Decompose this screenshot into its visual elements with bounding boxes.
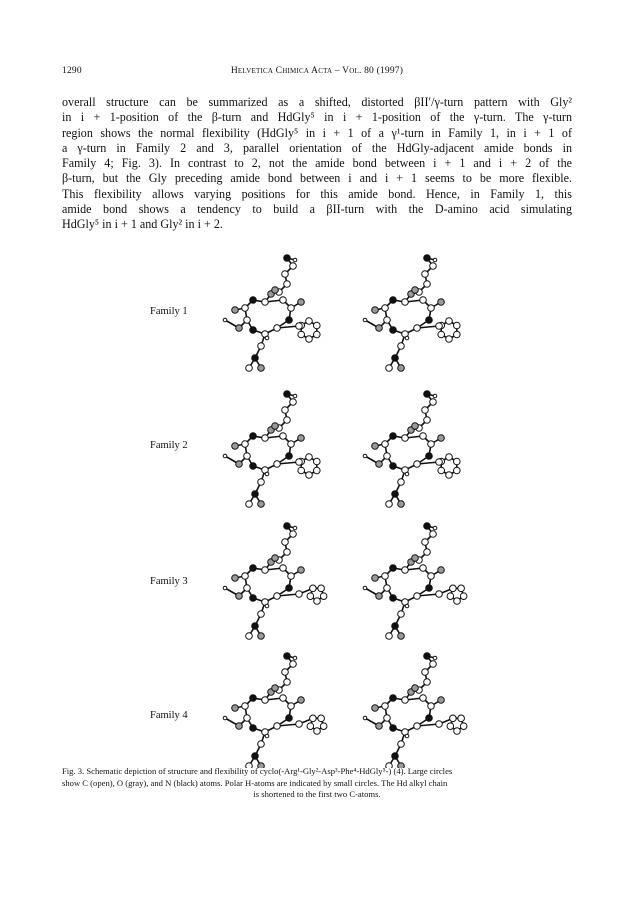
atom	[433, 394, 437, 398]
atom	[446, 454, 453, 461]
atom	[390, 595, 397, 602]
atom	[242, 305, 249, 312]
atom	[436, 721, 443, 728]
atom	[265, 734, 269, 738]
atom	[376, 461, 383, 468]
atom	[433, 258, 437, 262]
atom	[262, 435, 269, 442]
atom	[433, 656, 437, 660]
atom	[223, 586, 227, 590]
atom	[454, 728, 461, 735]
atom	[390, 725, 397, 732]
atom	[244, 585, 251, 592]
atom	[320, 723, 327, 730]
atom	[424, 391, 431, 398]
atom	[250, 565, 257, 572]
atom	[274, 723, 281, 730]
atom	[293, 656, 297, 660]
atom	[402, 299, 409, 306]
atom	[453, 467, 460, 474]
atom	[280, 433, 287, 440]
atom	[298, 567, 305, 574]
atom	[223, 716, 227, 720]
atom	[412, 685, 419, 692]
atom	[250, 297, 257, 304]
atom	[250, 327, 257, 334]
atom	[398, 479, 405, 486]
atom	[363, 454, 367, 458]
atom	[386, 501, 393, 508]
caption-line: Fig. 3. Schematic depiction of structure and flexibility of cyclo(-Arg¹-Gly²-Asp³-Phe⁴-HdGly⁵-) (4). Large circles	[62, 766, 453, 776]
atom	[424, 679, 431, 686]
atom	[250, 725, 257, 732]
atom	[306, 472, 313, 479]
atom	[460, 723, 467, 730]
atom	[438, 467, 445, 474]
atom	[446, 336, 453, 343]
atom	[258, 343, 265, 350]
atom	[250, 463, 257, 470]
family-label: Family 3	[150, 576, 188, 587]
atom	[288, 573, 295, 580]
atom	[262, 697, 269, 704]
atom	[384, 585, 391, 592]
atom	[458, 715, 465, 722]
atom	[376, 325, 383, 332]
atom	[453, 331, 460, 338]
atom	[384, 453, 391, 460]
atom	[363, 318, 367, 322]
atom	[250, 433, 257, 440]
atom	[390, 695, 397, 702]
atom	[242, 703, 249, 710]
atom	[288, 441, 295, 448]
journal-title: Helvetica Chimica Acta – Vol. 80 (1997)	[230, 66, 404, 76]
atom	[306, 454, 313, 461]
atom	[402, 567, 409, 574]
atom	[420, 695, 427, 702]
atom	[430, 263, 437, 270]
atom	[284, 417, 291, 424]
atom	[402, 697, 409, 704]
atom	[282, 407, 289, 414]
atom	[250, 695, 257, 702]
atom	[430, 661, 437, 668]
atom	[392, 753, 399, 760]
atom	[458, 585, 465, 592]
atom	[363, 716, 367, 720]
body-line: This flexibility allows varying positions for this amide bond. Hence, in Family 1, this	[62, 186, 572, 201]
atom	[282, 271, 289, 278]
atom	[272, 555, 279, 562]
atom	[286, 585, 293, 592]
atom	[450, 715, 457, 722]
atom	[453, 322, 460, 329]
atom	[402, 435, 409, 442]
atom	[258, 479, 265, 486]
atom	[426, 585, 433, 592]
caption-line: show C (open), O (gray), and N (black) atoms. Polar H-atoms are indicated by small circles. The Hd alkyl chain	[62, 777, 448, 788]
atom	[272, 685, 279, 692]
atom	[376, 593, 383, 600]
molecule-family1-right	[345, 250, 475, 380]
atom	[390, 327, 397, 334]
atom	[384, 715, 391, 722]
atom	[424, 281, 431, 288]
atom	[446, 318, 453, 325]
atom	[422, 271, 429, 278]
body-line: region shows the normal flexibility (HdGly⁵ in i + 1 of a γ¹-turn in Family 1, in i + 1 of	[62, 125, 572, 140]
family-label: Family 4	[150, 710, 188, 721]
atom	[372, 307, 379, 314]
atom	[430, 399, 437, 406]
atom	[422, 539, 429, 546]
atom	[298, 467, 305, 474]
atom	[438, 435, 445, 442]
atom	[318, 585, 325, 592]
atom	[420, 565, 427, 572]
atom	[424, 653, 431, 660]
atom	[236, 461, 243, 468]
atom	[320, 593, 327, 600]
atom	[405, 472, 409, 476]
atom	[314, 598, 321, 605]
atom	[242, 573, 249, 580]
atom	[447, 723, 454, 730]
atom	[282, 669, 289, 676]
atom	[290, 263, 297, 270]
atom	[252, 623, 259, 630]
molecule-family2-right	[345, 386, 475, 516]
atom	[398, 501, 405, 508]
atom	[412, 555, 419, 562]
atom	[265, 336, 269, 340]
atom	[382, 703, 389, 710]
atom	[318, 715, 325, 722]
atom	[405, 336, 409, 340]
atom	[414, 325, 421, 332]
body-line: HdGly⁵ in i + 1 and Gly² in i + 2.	[62, 217, 223, 232]
atom	[438, 697, 445, 704]
atom	[258, 365, 265, 372]
atom	[372, 705, 379, 712]
atom	[436, 591, 443, 598]
atom	[314, 728, 321, 735]
atom	[288, 305, 295, 312]
atom	[306, 318, 313, 325]
atom	[236, 593, 243, 600]
atom	[236, 325, 243, 332]
atom	[386, 365, 393, 372]
atom	[428, 573, 435, 580]
atom	[250, 595, 257, 602]
atom	[313, 458, 320, 465]
atom	[405, 604, 409, 608]
atom	[313, 331, 320, 338]
atom	[274, 593, 281, 600]
atom	[274, 325, 281, 332]
atom	[450, 585, 457, 592]
atom	[272, 287, 279, 294]
atom	[384, 317, 391, 324]
atom	[430, 531, 437, 538]
atom	[296, 459, 303, 466]
atom	[258, 501, 265, 508]
atom	[436, 323, 443, 330]
atom	[284, 255, 291, 262]
atom	[428, 703, 435, 710]
atom	[265, 472, 269, 476]
molecule-family4-right	[345, 648, 495, 768]
molecule-family1-left	[205, 250, 335, 380]
atom	[386, 633, 393, 640]
running-header	[62, 66, 572, 80]
atom	[223, 454, 227, 458]
atom	[290, 661, 297, 668]
family-label: Family 1	[150, 306, 188, 317]
atom	[293, 258, 297, 262]
atom	[392, 355, 399, 362]
body-line: β-turn, but the Gly preceding amide bond between i and i + 1 seems to be more flexible.	[62, 171, 572, 186]
atom	[286, 453, 293, 460]
body-paragraph	[62, 95, 572, 233]
atom	[422, 669, 429, 676]
atom	[307, 723, 314, 730]
atom	[252, 355, 259, 362]
atom	[405, 734, 409, 738]
family-label: Family 2	[150, 440, 188, 451]
atom	[290, 531, 297, 538]
atom	[232, 307, 239, 314]
atom	[376, 723, 383, 730]
atom	[284, 549, 291, 556]
atom	[296, 591, 303, 598]
atom	[446, 472, 453, 479]
atom	[424, 255, 431, 262]
atom	[422, 407, 429, 414]
atom	[246, 365, 253, 372]
caption-line: is shortened to the first two C-atoms.	[253, 789, 381, 800]
atom	[290, 399, 297, 406]
atom	[252, 491, 259, 498]
atom	[262, 299, 269, 306]
body-line: in i + 1-position of the β-turn and HdGly⁵ in i + 1-position of the γ-turn. The γ-turn	[62, 110, 572, 125]
atom	[382, 441, 389, 448]
figure-caption	[62, 766, 572, 801]
atom	[296, 323, 303, 330]
atom	[392, 491, 399, 498]
atom	[382, 305, 389, 312]
atom	[306, 336, 313, 343]
atom	[363, 586, 367, 590]
atom	[392, 623, 399, 630]
body-line: overall structure can be summarized as a shifted, distorted βII′/γ-turn pattern with Gly²	[62, 95, 572, 109]
atom	[412, 287, 419, 294]
atom	[372, 443, 379, 450]
atom	[246, 501, 253, 508]
atom	[293, 394, 297, 398]
atom	[298, 331, 305, 338]
atom	[424, 417, 431, 424]
atom	[262, 567, 269, 574]
atom	[433, 526, 437, 530]
atom	[265, 604, 269, 608]
atom	[426, 317, 433, 324]
atom	[232, 443, 239, 450]
atom	[414, 723, 421, 730]
atom	[284, 523, 291, 530]
atom	[298, 435, 305, 442]
atom	[232, 705, 239, 712]
atom	[307, 593, 314, 600]
atom	[313, 322, 320, 329]
atom	[284, 653, 291, 660]
atom	[436, 459, 443, 466]
atom	[438, 567, 445, 574]
atom	[274, 461, 281, 468]
atom	[428, 305, 435, 312]
atom	[280, 297, 287, 304]
atom	[282, 539, 289, 546]
atom	[284, 281, 291, 288]
atom	[288, 703, 295, 710]
atom	[280, 695, 287, 702]
body-line: amide bond shows a tendency to build a βII-turn with the D-amino acid simulating	[62, 202, 572, 217]
atom	[232, 575, 239, 582]
atom	[414, 593, 421, 600]
atom	[244, 453, 251, 460]
atom	[310, 585, 317, 592]
body-line: Family 4; Fig. 3). In contrast to 2, not the amide bond between i + 1 and i + 2 of the	[62, 156, 572, 171]
atom	[412, 423, 419, 430]
atom	[398, 611, 405, 618]
atom	[223, 318, 227, 322]
atom	[280, 565, 287, 572]
body-line: a γ-turn in Family 2 and 3, parallel orientation of the HdGly-adjacent amide bonds in	[62, 140, 572, 155]
atom	[286, 715, 293, 722]
atom	[453, 458, 460, 465]
atom	[438, 299, 445, 306]
atom	[424, 549, 431, 556]
atom	[236, 723, 243, 730]
atom	[390, 433, 397, 440]
atom	[298, 299, 305, 306]
molecule-family3-left	[205, 518, 355, 648]
atom	[242, 441, 249, 448]
atom	[428, 441, 435, 448]
atom	[284, 679, 291, 686]
atom	[390, 297, 397, 304]
atom	[298, 697, 305, 704]
atom	[244, 715, 251, 722]
atom	[424, 523, 431, 530]
atom	[460, 593, 467, 600]
atom	[420, 297, 427, 304]
atom	[272, 423, 279, 430]
atom	[390, 463, 397, 470]
atom	[258, 611, 265, 618]
atom	[426, 453, 433, 460]
atom	[398, 365, 405, 372]
molecule-family4-left	[205, 648, 355, 768]
atom	[390, 565, 397, 572]
atom	[420, 433, 427, 440]
atom	[246, 633, 253, 640]
atom	[313, 467, 320, 474]
atom	[258, 741, 265, 748]
atom	[438, 331, 445, 338]
atom	[284, 391, 291, 398]
atom	[310, 715, 317, 722]
atom	[382, 573, 389, 580]
atom	[244, 317, 251, 324]
atom	[293, 526, 297, 530]
atom	[296, 721, 303, 728]
atom	[454, 598, 461, 605]
atom	[398, 741, 405, 748]
atom	[252, 753, 259, 760]
atom	[414, 461, 421, 468]
page-number: 1290	[62, 66, 82, 76]
molecule-family3-right	[345, 518, 495, 648]
molecule-family2-left	[205, 386, 335, 516]
atom	[398, 633, 405, 640]
atom	[286, 317, 293, 324]
atom	[426, 715, 433, 722]
atom	[398, 343, 405, 350]
atom	[372, 575, 379, 582]
atom	[258, 633, 265, 640]
atom	[447, 593, 454, 600]
